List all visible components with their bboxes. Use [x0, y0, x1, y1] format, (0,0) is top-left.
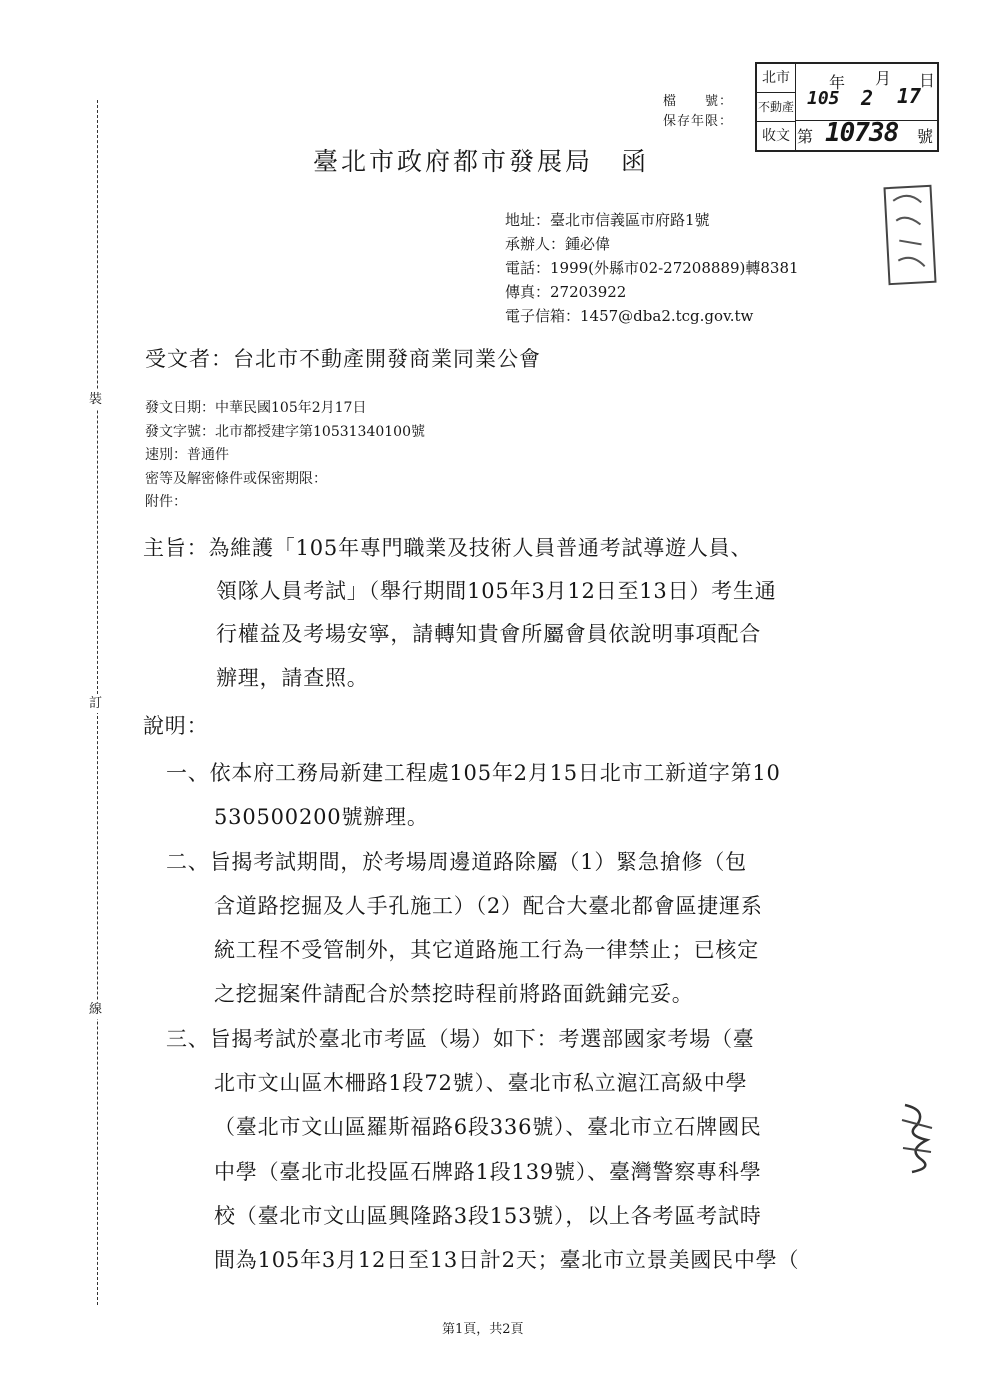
receipt-stamp — [755, 62, 939, 152]
binding-char-xian: 線 — [89, 1002, 103, 1017]
stamp-month-value: 2 — [861, 86, 874, 110]
meta-speed: 速別：普通件 — [145, 447, 229, 463]
binding-char-ding: 訂 — [89, 696, 103, 711]
explanation-line: 北市文山區木柵路1段72號）、臺北市私立滬江高級中學 — [214, 1071, 748, 1095]
explanation-label: 說明： — [143, 714, 209, 738]
explanation-line: 530500200號辦理。 — [214, 805, 429, 829]
explanation-line: （臺北市文山區羅斯福路6段336號）、臺北市立石牌國民 — [214, 1115, 762, 1139]
meta-attachment: 附件： — [145, 494, 187, 510]
stamp-day-value: 17 — [897, 84, 922, 108]
subject-line: 領隊人員考試」（舉行期間105年3月12日至13日）考生通 — [216, 579, 777, 603]
explanation-line: 二、旨揭考試期間，於考場周邊道路除屬（1）緊急搶修（包 — [166, 850, 747, 874]
dispatch-meta — [145, 397, 425, 515]
subject-line: 主旨：為維護「105年專門職業及技術人員普通考試導遊人員、 — [143, 536, 753, 560]
contact-handler: 承辦人：鍾必偉 — [505, 235, 611, 253]
meta-date: 發文日期：中華民國105年2月17日 — [145, 400, 367, 416]
document-title: 臺北市政府都市發展局 函 — [313, 147, 650, 176]
stamp-no-suffix: 號 — [917, 127, 934, 146]
stamp-label-city: 北市 — [757, 64, 795, 93]
contact-email: 電子信箱：1457@dba2.tcg.gov.tw — [505, 307, 754, 325]
stamp-year-label: 年 — [829, 73, 846, 92]
stamp-label-column — [757, 64, 796, 150]
explanation-line: 三、旨揭考試於臺北市考區（場）如下：考選部國家考場（臺 — [166, 1027, 755, 1051]
explanation-line: 間為105年3月12日至13日計2天；臺北市立景美國民中學（ — [214, 1248, 800, 1272]
meta-number: 發文字號：北市都授建字第10531340100號 — [145, 423, 425, 440]
meta-secrecy: 密等及解密條件或保密期限： — [145, 470, 327, 487]
stamp-no-value: 10738 — [825, 118, 899, 148]
official-seal-icon — [882, 184, 937, 286]
scribble-mark-icon — [897, 1100, 937, 1175]
explanation-line: 統工程不受管制外，其它道路施工行為一律禁止；已核定 — [214, 938, 759, 962]
stamp-no-prefix: 第 — [797, 127, 814, 146]
stamp-month-label: 月 — [875, 69, 892, 88]
explanation-line: 中學（臺北市北投區石牌路1段139號）、臺灣警察專科學 — [214, 1160, 762, 1184]
stamp-day-label: 日 — [919, 71, 936, 90]
recipient: 受文者：台北市不動產開發商業同業公會 — [145, 347, 541, 371]
contact-block — [505, 208, 799, 328]
retention-label: 保存年限： — [663, 114, 734, 129]
stamp-label-realestate: 不動產 — [757, 93, 795, 122]
subject-line: 辦理，請查照。 — [216, 666, 369, 690]
explanation-line: 校（臺北市文山區興隆路3段153號），以上各考區考試時 — [214, 1204, 762, 1228]
stamp-label-receive: 收文 — [762, 128, 790, 144]
subject-line: 行權益及考場安寧，請轉知貴會所屬會員依說明事項配合 — [216, 622, 761, 646]
contact-fax: 傳真：27203922 — [505, 283, 627, 301]
page-footer: 第1頁，共2頁 — [442, 1322, 524, 1337]
explanation-line: 之挖掘案件請配合於禁挖時程前將路面銑鋪完妥。 — [214, 982, 694, 1006]
contact-address: 地址：臺北市信義區市府路1號 — [505, 211, 710, 229]
contact-phone: 電話：1999(外縣市02-27208889)轉8381 — [505, 259, 799, 277]
binding-char-zhuang: 裝 — [89, 392, 103, 407]
stamp-year-value: 105 — [807, 88, 840, 109]
explanation-line: 一、依本府工務局新建工程處105年2月15日北市工新道字第10 — [166, 761, 781, 785]
explanation-line: 含道路挖掘及人手孔施工）（2）配合大臺北都會區捷運系 — [214, 894, 763, 918]
file-number-label: 檔 號： — [663, 94, 734, 109]
